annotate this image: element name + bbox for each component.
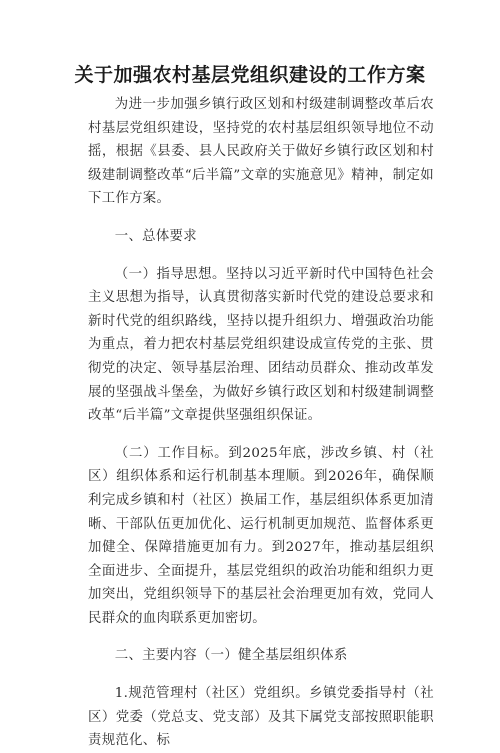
intro-paragraph: 为进一步加强乡镇行政区划和村级建制调整改革后农村基层党组织建设，坚持党的农村基层组织领导地位不动摇，根据《县委、县人民政府关于做好乡镇行政区划和村级建制调整改革“后半篇”文章的实施意见》精神，制定如下工作方案。 <box>88 97 434 207</box>
document-title: 关于加强农村基层党组织建设的工作方案 <box>74 64 426 86</box>
section-heading-main-content: 二、主要内容（一）健全基层组织体系 <box>114 648 348 664</box>
document-body <box>88 93 434 753</box>
standardize-management-paragraph: 1.规范管理村（社区）党组织。乡镇党委指导村（社区）党委（党总支、党支部）及其下属党支部按照职能职责规范化、标 <box>88 686 434 749</box>
work-goals-paragraph: （二）工作目标。到2025年底，涉改乡镇、村（社区）组织体系和运行机制基本理顺。到2026年，确保顺利完成乡镇和村（社区）换届工作，基层组织体系更加清晰、干部队伍更加优化、运行机制更加规范、监督体系更加健全、保障措施更加有力。到2027年，推动基层组织全面进步、全面提升，基层党组织的政治功能和组织力更加突出，党组织领导下的基层社会治理更加有效，党同人民群众的血肉联系更加密切。 <box>88 445 434 626</box>
guiding-thought-paragraph: （一）指导思想。坚持以习近平新时代中国特色社会主义思想为指导，认真贯彻落实新时代党的建设总要求和新时代党的组织路线，坚持以提升组织力、增强政治功能为重点，着力把农村基层党组织建设成宣传党的主张、贯彻党的决定、领导基层治理、团结动员群众、推动改革发展的坚强战斗堡垒，为做好乡镇行政区划和村级建制调整改革“后半篇”文章提供坚强组织保证。 <box>88 266 434 424</box>
section-heading-general-requirements: 一、总体要求 <box>114 228 197 244</box>
